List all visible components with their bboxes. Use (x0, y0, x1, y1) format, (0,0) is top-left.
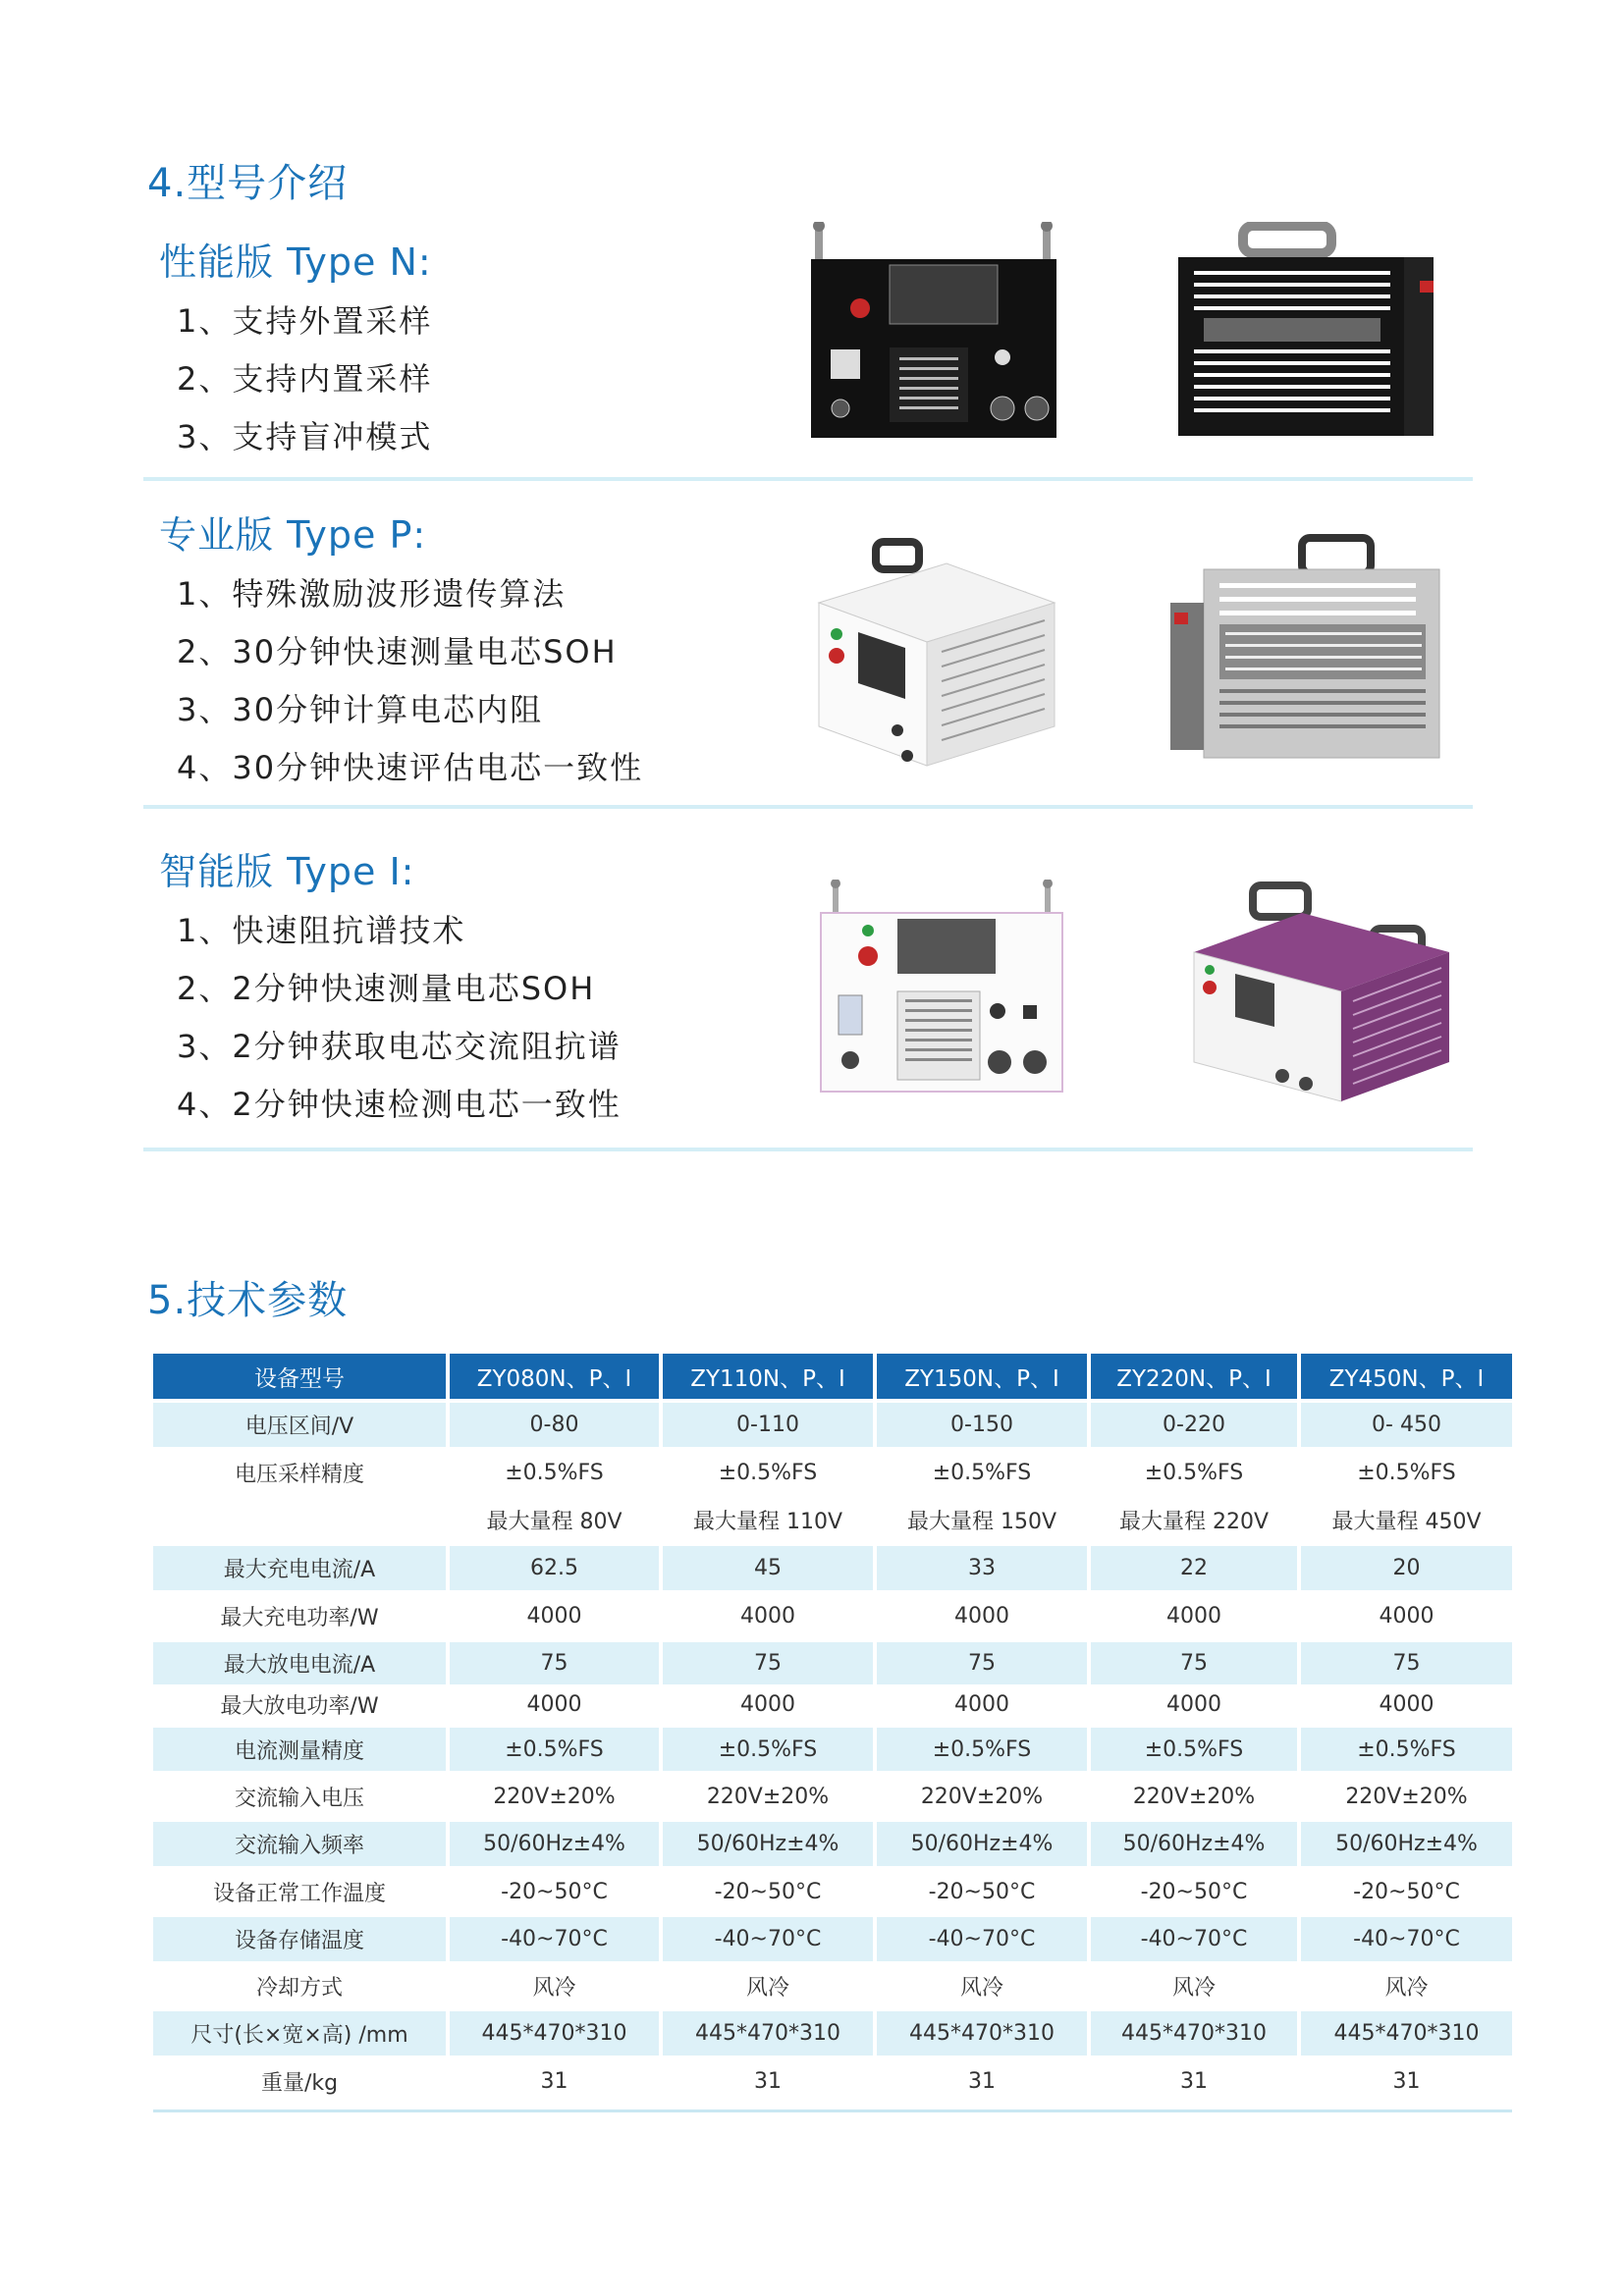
table-row (153, 1917, 1512, 1961)
table-cell: 尺寸(长×宽×高) /mm (153, 2011, 446, 2056)
table-header-cell: ZY080N、P、I (450, 1354, 659, 1399)
table-cell: 4000 (954, 1603, 1009, 1629)
table-cell: 4000 (1379, 1603, 1435, 1629)
table-cell: 75 (663, 1642, 873, 1684)
table-header-cell: ZY220N、P、I (1091, 1354, 1297, 1399)
table-cell: -20~50°C (1140, 1879, 1248, 1904)
type-i-title: 智能版 Type I: (159, 850, 415, 893)
divider (143, 1148, 1473, 1151)
type-n-feature: 1、支持外置采样 (177, 302, 433, 340)
table-header-cell: ZY150N、P、I (877, 1354, 1087, 1399)
table-cell: 4000 (954, 1691, 1009, 1717)
type-p-front-image (809, 534, 1064, 775)
table-cell: 设备正常工作温度 (212, 1881, 386, 1906)
table-cell: 最大量程 450V (1331, 1509, 1482, 1534)
table-cell: 33 (877, 1546, 1087, 1590)
table-cell: 0-80 (450, 1403, 659, 1447)
table-cell: -20~50°C (928, 1879, 1036, 1904)
divider (143, 805, 1473, 809)
table-cell: 4000 (1166, 1691, 1221, 1717)
table-cell: 220V±20% (493, 1784, 616, 1809)
table-cell: 最大充电电流/A (153, 1546, 446, 1590)
table-cell: 0- 450 (1301, 1403, 1512, 1447)
table-cell: -20~50°C (1353, 1879, 1460, 1904)
table-cell: 50/60Hz±4% (1301, 1822, 1512, 1866)
type-p-side-image (1164, 534, 1449, 770)
table-cell: 冷却方式 (255, 1975, 343, 2001)
table-cell: 75 (1091, 1642, 1297, 1684)
table-cell: 75 (877, 1642, 1087, 1684)
table-cell: ±0.5%FS (877, 1728, 1087, 1771)
type-i-feature: 3、2分钟获取电芯交流阻抗谱 (177, 1028, 622, 1065)
table-cell: ±0.5%FS (1357, 1460, 1456, 1485)
table-cell: 最大量程 150V (906, 1509, 1057, 1534)
table-cell: 4000 (526, 1691, 582, 1717)
table-cell: 445*470*310 (877, 2011, 1087, 2056)
table-cell: 最大放电电流/A (153, 1642, 446, 1684)
table-row (153, 1546, 1512, 1590)
table-cell: ±0.5%FS (505, 1460, 604, 1485)
table-row (153, 1728, 1512, 1771)
table-cell: ±0.5%FS (663, 1728, 873, 1771)
table-cell: ±0.5%FS (1301, 1728, 1512, 1771)
table-row (153, 1593, 1512, 1638)
table-cell: 20 (1301, 1546, 1512, 1590)
table-cell: 最大量程 80V (486, 1509, 623, 1534)
type-n-feature: 3、支持盲冲模式 (177, 418, 433, 455)
table-cell: 220V±20% (1132, 1784, 1256, 1809)
table-cell: -40~70°C (663, 1917, 873, 1961)
table-cell: ±0.5%FS (450, 1728, 659, 1771)
table-cell: -40~70°C (877, 1917, 1087, 1961)
table-cell: 31 (754, 2068, 782, 2094)
table-row (153, 1870, 1512, 1913)
table-cell: 4000 (740, 1603, 795, 1629)
table-cell: 22 (1091, 1546, 1297, 1590)
table-cell: ±0.5%FS (932, 1460, 1032, 1485)
type-n-side-image (1174, 222, 1449, 443)
table-cell: 最大充电功率/W (220, 1605, 379, 1630)
table-row (153, 1450, 1512, 1495)
table-cell: 电压区间/V (153, 1403, 446, 1447)
table-row (153, 1775, 1512, 1818)
table-row (153, 2059, 1512, 2103)
type-i-front-image (819, 880, 1064, 1097)
table-cell: 4000 (1379, 1691, 1435, 1717)
table-bottom-border (153, 2109, 1512, 2112)
table-cell: 31 (540, 2068, 568, 2094)
type-n-feature: 2、支持内置采样 (177, 360, 433, 398)
table-cell: 50/60Hz±4% (1091, 1822, 1297, 1866)
table-cell: 220V±20% (706, 1784, 830, 1809)
table-cell: -20~50°C (501, 1879, 608, 1904)
table-cell: 重量/kg (260, 2070, 339, 2096)
type-i-feature: 4、2分钟快速检测电芯一致性 (177, 1086, 622, 1123)
table-cell: 0-150 (877, 1403, 1087, 1447)
table-cell: 最大量程 220V (1118, 1509, 1270, 1534)
section-title-models: 4.型号介绍 (147, 161, 349, 206)
section-title-specs: 5.技术参数 (147, 1278, 349, 1323)
table-cell: 风冷 (959, 1975, 1003, 2001)
table-cell (153, 1497, 446, 1542)
table-row (153, 1642, 1512, 1684)
table-cell: 445*470*310 (1301, 2011, 1512, 2056)
table-row (153, 1497, 1512, 1542)
table-cell: 最大量程 110V (692, 1509, 843, 1534)
type-n-front-image (811, 222, 1056, 443)
table-cell: 50/60Hz±4% (663, 1822, 873, 1866)
table-cell: 445*470*310 (450, 2011, 659, 2056)
table-header-row (153, 1354, 1512, 1399)
table-cell: ±0.5%FS (1091, 1728, 1297, 1771)
table-cell: 风冷 (532, 1975, 576, 2001)
type-i-feature: 2、2分钟快速测量电芯SOH (177, 970, 596, 1007)
table-cell: 交流输入频率 (153, 1822, 446, 1866)
type-p-feature: 2、30分钟快速测量电芯SOH (177, 633, 618, 670)
table-cell: 220V±20% (920, 1784, 1044, 1809)
table-cell: -40~70°C (1301, 1917, 1512, 1961)
table-row (153, 1964, 1512, 2007)
table-cell: 最大放电功率/W (220, 1693, 379, 1719)
table-cell: 31 (968, 2068, 996, 2094)
type-p-feature: 4、30分钟快速评估电芯一致性 (177, 749, 644, 786)
table-cell: 75 (450, 1642, 659, 1684)
divider (143, 477, 1473, 481)
type-n-title: 性能版 Type N: (159, 240, 432, 284)
table-cell: 31 (1180, 2068, 1208, 2094)
table-cell: -40~70°C (450, 1917, 659, 1961)
table-cell: 0-220 (1091, 1403, 1297, 1447)
table-cell: 电压采样精度 (234, 1462, 364, 1487)
table-cell: 4000 (1166, 1603, 1221, 1629)
table-cell: 电流测量精度 (153, 1728, 446, 1771)
type-i-feature: 1、快速阻抗谱技术 (177, 912, 466, 949)
table-cell: 31 (1392, 2068, 1421, 2094)
table-cell: ±0.5%FS (1144, 1460, 1244, 1485)
table-cell: -40~70°C (1091, 1917, 1297, 1961)
type-i-purple-image (1184, 880, 1459, 1107)
table-header-cell: ZY450N、P、I (1301, 1354, 1512, 1399)
table-cell: 交流输入电压 (234, 1786, 364, 1811)
table-row (153, 2011, 1512, 2056)
table-header-cell: ZY110N、P、I (663, 1354, 873, 1399)
type-p-title: 专业版 Type P: (159, 513, 427, 557)
table-cell: 62.5 (450, 1546, 659, 1590)
table-cell: 50/60Hz±4% (877, 1822, 1087, 1866)
table-cell: 75 (1301, 1642, 1512, 1684)
table-cell: 50/60Hz±4% (450, 1822, 659, 1866)
type-p-feature: 3、30分钟计算电芯内阻 (177, 691, 544, 728)
table-row (153, 1403, 1512, 1447)
table-header-cell: 设备型号 (153, 1354, 446, 1399)
table-cell: 设备存储温度 (153, 1917, 446, 1961)
type-p-feature: 1、特殊激励波形遗传算法 (177, 575, 567, 613)
table-cell: 风冷 (745, 1975, 789, 2001)
table-cell: 风冷 (1384, 1975, 1429, 2001)
table-cell: ±0.5%FS (718, 1460, 818, 1485)
table-cell: 0-110 (663, 1403, 873, 1447)
table-cell: 风冷 (1171, 1975, 1216, 2001)
table-cell: 4000 (740, 1691, 795, 1717)
table-cell: 45 (663, 1546, 873, 1590)
table-row (153, 1684, 1512, 1724)
table-cell: 4000 (526, 1603, 582, 1629)
table-cell: 445*470*310 (1091, 2011, 1297, 2056)
table-cell: 445*470*310 (663, 2011, 873, 2056)
table-cell: -20~50°C (714, 1879, 822, 1904)
table-row (153, 1822, 1512, 1866)
table-cell: 220V±20% (1345, 1784, 1468, 1809)
